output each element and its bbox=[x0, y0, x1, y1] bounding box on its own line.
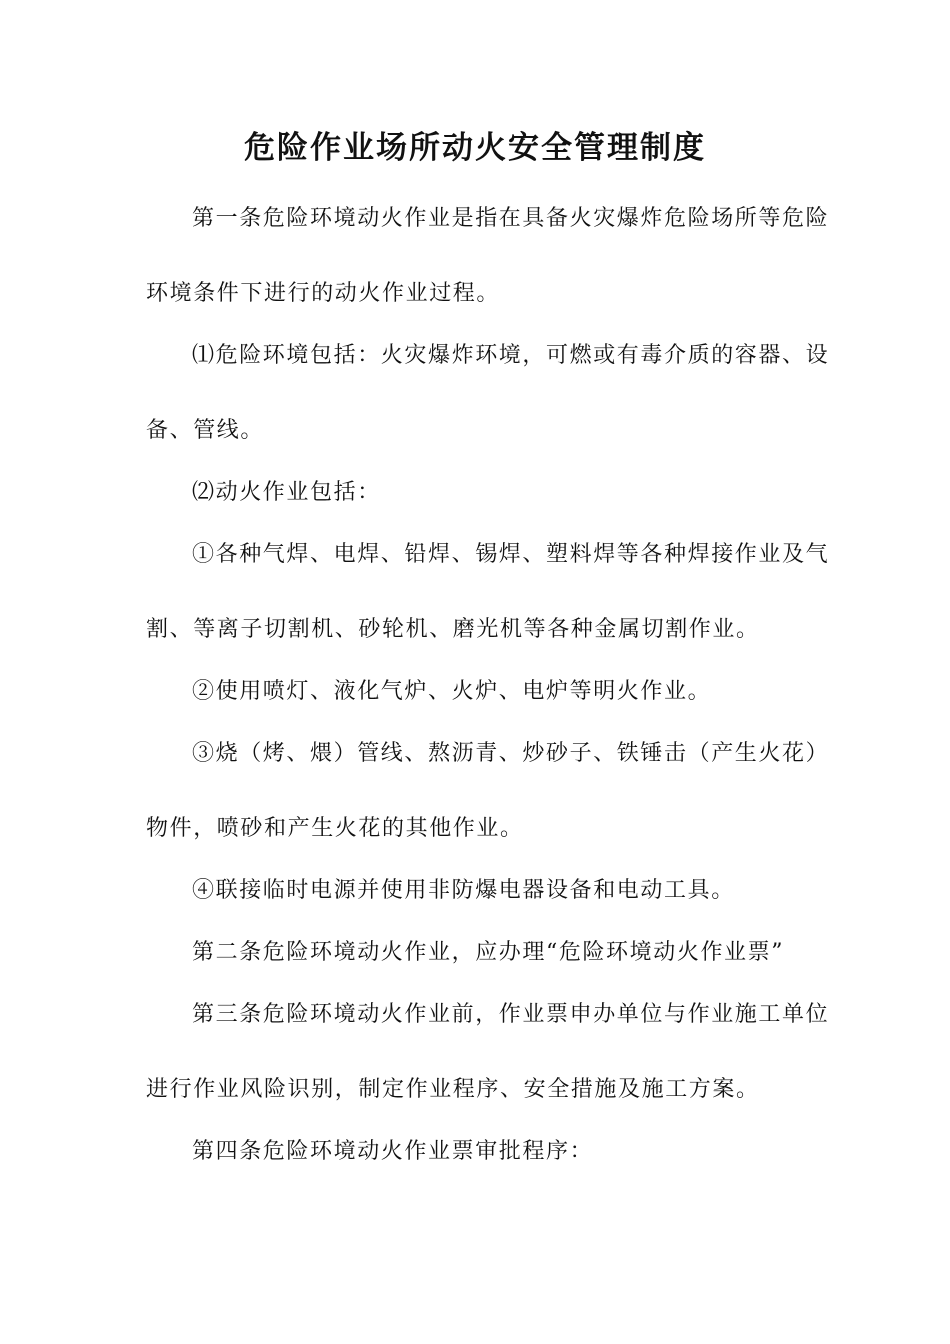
article-2: 第二条危险环境动火作业，应办理“危险环境动火作业票” bbox=[192, 940, 785, 965]
article-3-line-2: 进行作业风险识别，制定作业程序、安全措施及施工方案。 bbox=[146, 1077, 760, 1102]
article-1-line-1: 第一条危险环境动火作业是指在具备火灾爆炸危险场所等危险 bbox=[192, 206, 830, 231]
article-4: 第四条危险环境动火作业票审批程序： bbox=[192, 1139, 594, 1164]
subitem-1-line-1: ①各种气焊、电焊、铅焊、锡焊、塑料焊等各种焊接作业及气 bbox=[192, 542, 830, 567]
subitem-3-line-2: 物件，喷砂和产生火花的其他作业。 bbox=[146, 816, 524, 841]
subitem-3-line-1: ③烧（烤、煨）管线、熬沥青、炒砂子、铁锤击（产生火花） bbox=[192, 741, 830, 766]
subitem-2: ②使用喷灯、液化气炉、火炉、电炉等明火作业。 bbox=[192, 679, 712, 704]
item-2-heading: ⑵动火作业包括： bbox=[192, 480, 381, 505]
subitem-4: ④联接临时电源并使用非防爆电器设备和电动工具。 bbox=[192, 878, 735, 903]
article-3-line-1: 第三条危险环境动火作业前，作业票申办单位与作业施工单位 bbox=[192, 1002, 830, 1027]
item-1-line-1: ⑴危险环境包括：火灾爆炸环境，可燃或有毒介质的容器、设 bbox=[192, 343, 830, 368]
article-1-line-2: 环境条件下进行的动火作业过程。 bbox=[146, 281, 501, 306]
item-1-line-2: 备、管线。 bbox=[146, 418, 265, 443]
subitem-1-line-2: 割、等离子切割机、砂轮机、磨光机等各种金属切割作业。 bbox=[146, 617, 760, 642]
document-title: 危险作业场所动火安全管理制度 bbox=[244, 130, 706, 166]
